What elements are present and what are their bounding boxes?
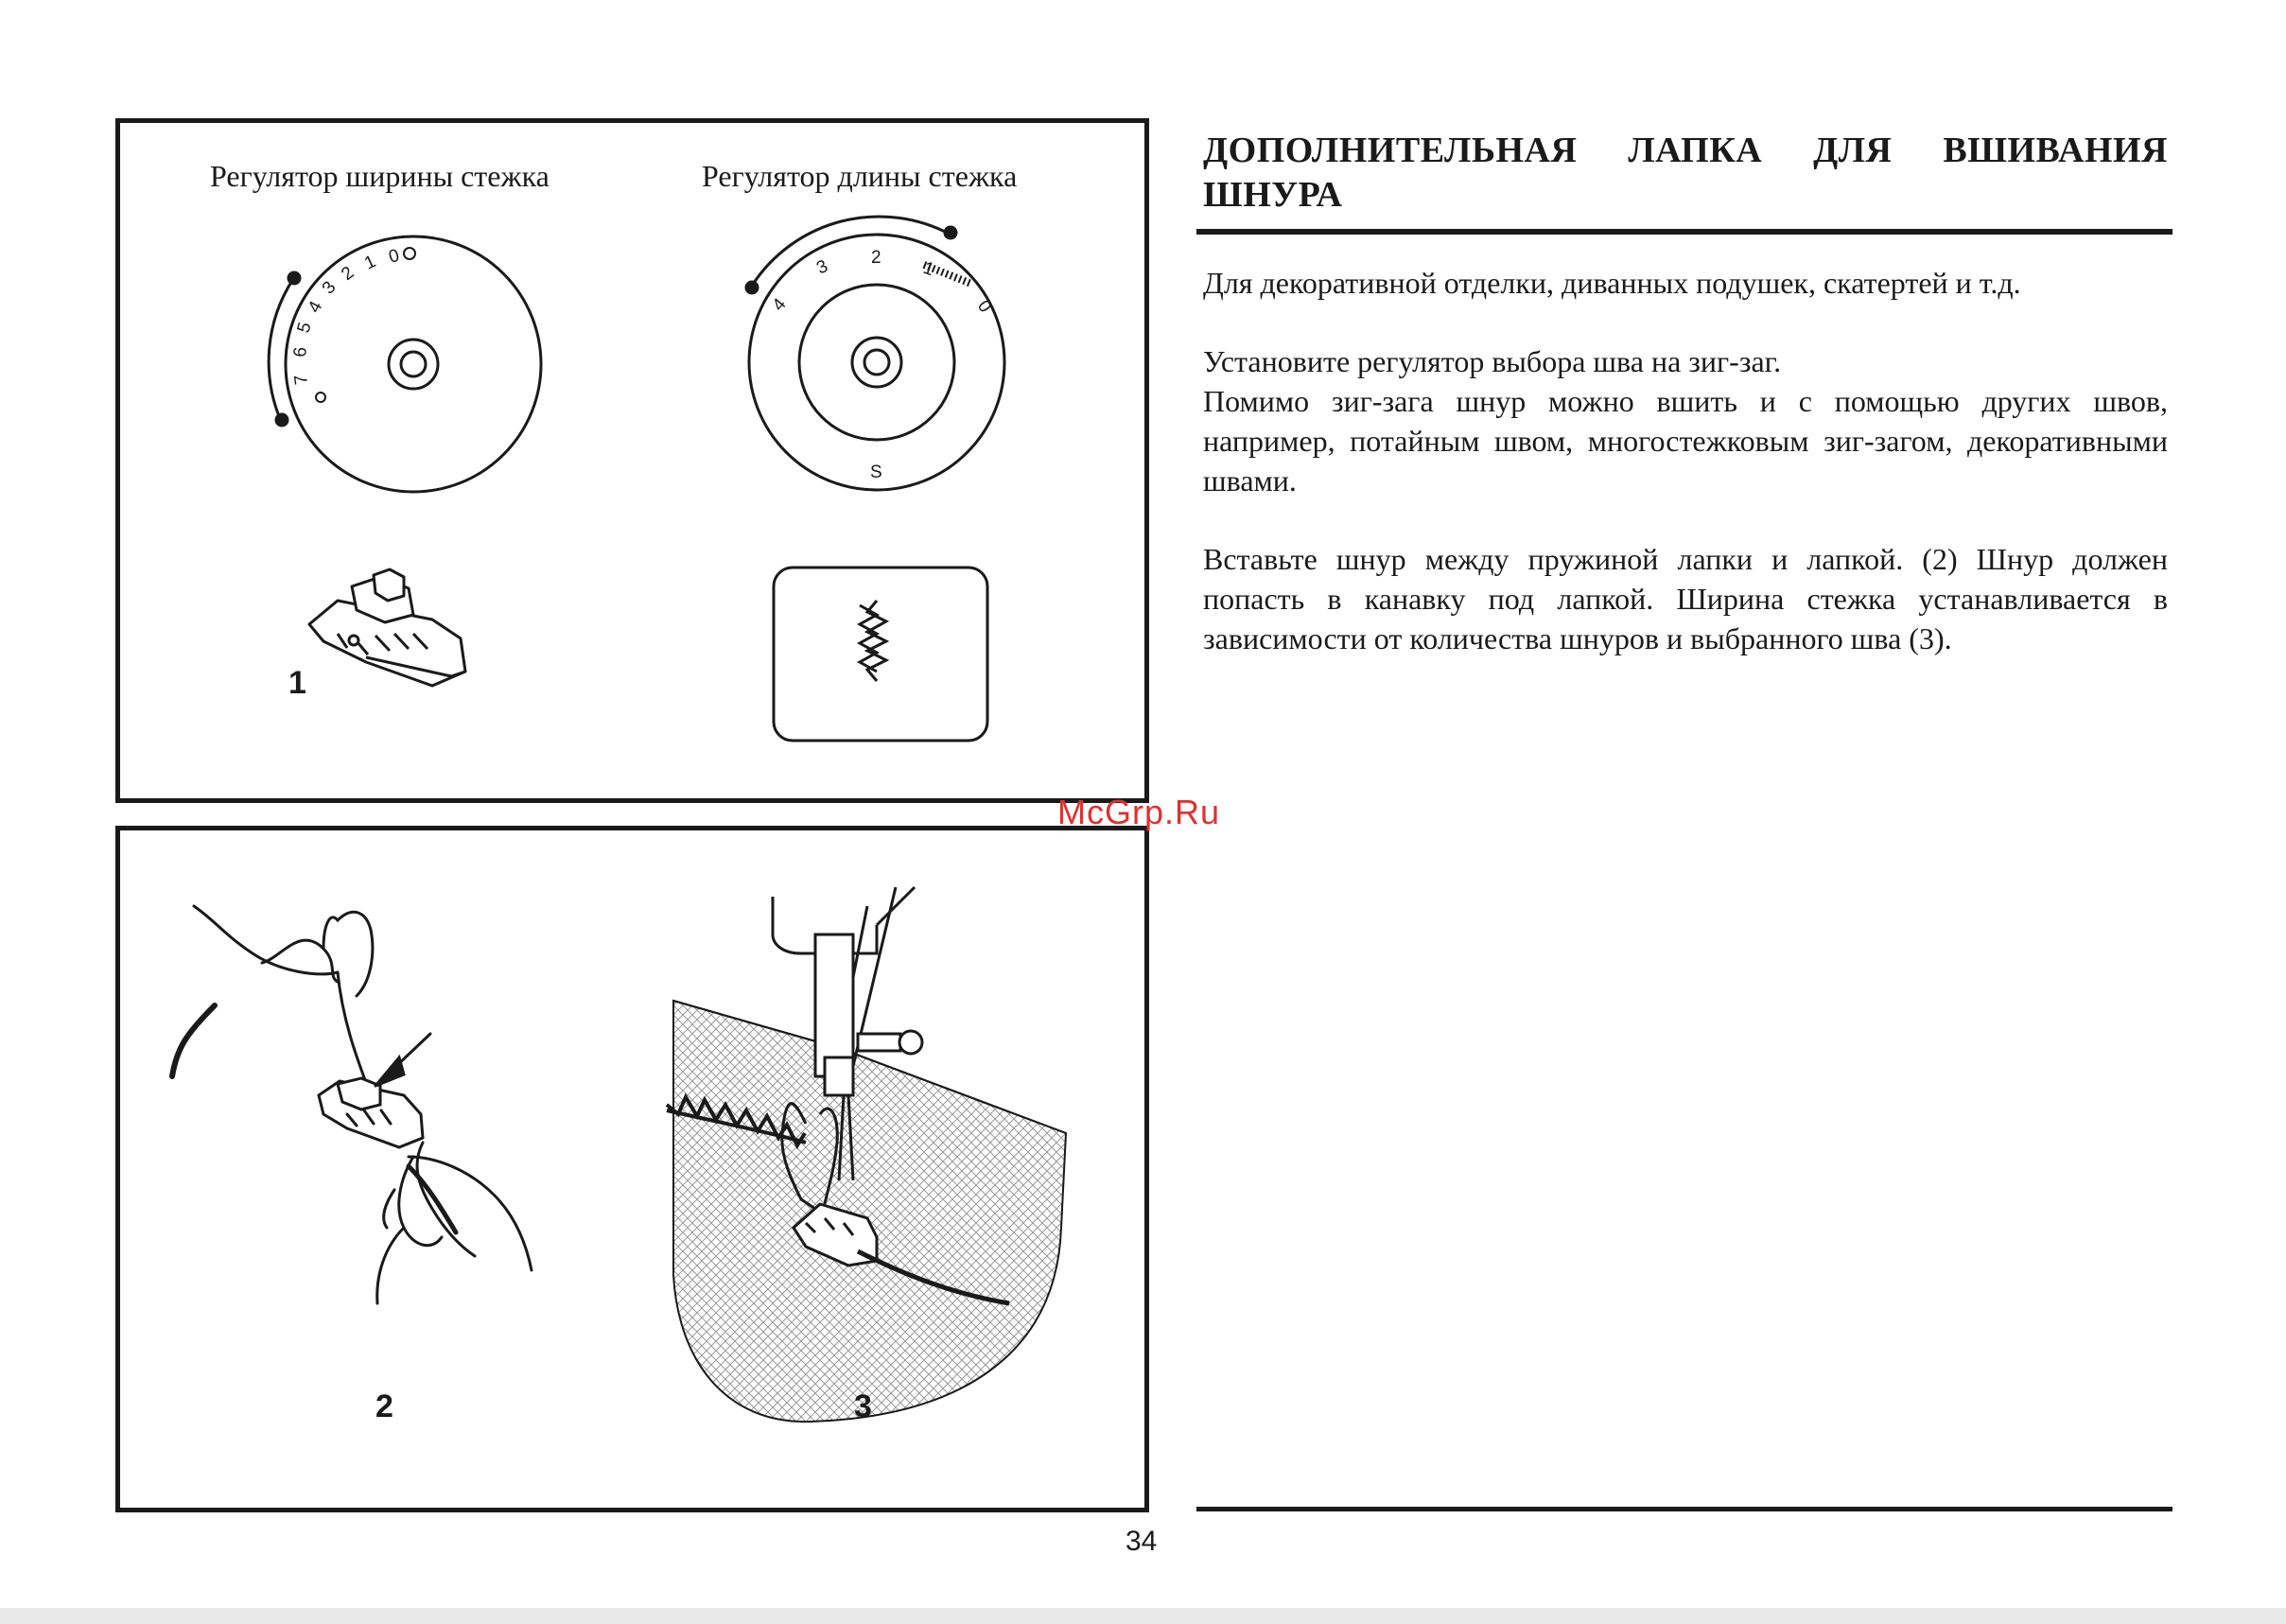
figure-panel-settings [115, 118, 1149, 803]
paragraph-1-text: Для декоративной отделки, диванных подушек, скатертей и т.д. [1203, 266, 2021, 300]
stitch-width-dial-marks [290, 246, 415, 402]
paragraph-purpose [1203, 263, 2168, 303]
width-mark: 3 [318, 277, 340, 299]
hands-threading-cord [172, 906, 532, 1303]
heading-rule [1196, 229, 2173, 235]
figure-number-3: 3 [854, 1388, 872, 1424]
length-mark: 4 [768, 294, 791, 316]
paragraph-3-text: Вставьте шнур между пружиной лапки и лапкой. (2) Шнур должен попасть в канавку под лапкой. Ширина стежка устанавливается в зависимости от количества шнуров и выбранного шва (3). [1203, 542, 2168, 655]
watermark: McGrp.Ru [1057, 793, 1221, 831]
figure-panel-steps [115, 826, 1149, 1512]
width-mark: 1 [361, 252, 379, 274]
figure-number-1: 1 [288, 665, 306, 701]
paragraph-settings [1203, 341, 2168, 500]
paragraph-2-line-1: Установите регулятор выбора шва на зиг-заг. [1203, 344, 1782, 378]
stitch-length-dial-marks [769, 248, 995, 482]
length-mark: 3 [813, 256, 831, 279]
width-mark: 0 [386, 245, 402, 268]
width-dial-label: Регулятор ширины стежка [210, 159, 550, 193]
cording-foot-drawing [309, 569, 465, 686]
width-mark: 2 [338, 262, 358, 285]
width-mark: 6 [290, 346, 311, 358]
width-mark: 4 [304, 298, 327, 317]
steps-illustration [120, 830, 1144, 1508]
section-heading: ДОПОЛНИТЕЛЬНАЯ ЛАПКА ДЛЯ ВШИВАНИЯ ШНУРА [1203, 131, 2168, 215]
stitch-width-dial [269, 236, 541, 492]
length-mark: S [870, 463, 882, 482]
page-number: 34 [1126, 1526, 1158, 1557]
fabric-sewing-scene [667, 887, 1066, 1422]
footer-rule [1196, 1507, 2173, 1511]
length-mark: 1 [920, 257, 937, 281]
length-dial-label: Регулятор длины стежка [702, 159, 1018, 193]
dials-illustration [120, 123, 1144, 798]
length-mark: 0 [972, 296, 996, 317]
figure-number-2: 2 [375, 1388, 393, 1424]
length-mark: 2 [871, 248, 881, 268]
width-mark: 5 [293, 320, 316, 336]
zigzag-stitch-selector [774, 568, 987, 741]
width-mark: 7 [290, 373, 312, 386]
paragraph-instructions [1203, 539, 2168, 658]
bottom-band [0, 1608, 2286, 1624]
paragraph-2-line-2: Помимо зиг-зага шнур можно вшить и с помощью других швов, например, потайным швом, многостежковым зиг-загом, декоративными швами. [1203, 384, 2168, 498]
